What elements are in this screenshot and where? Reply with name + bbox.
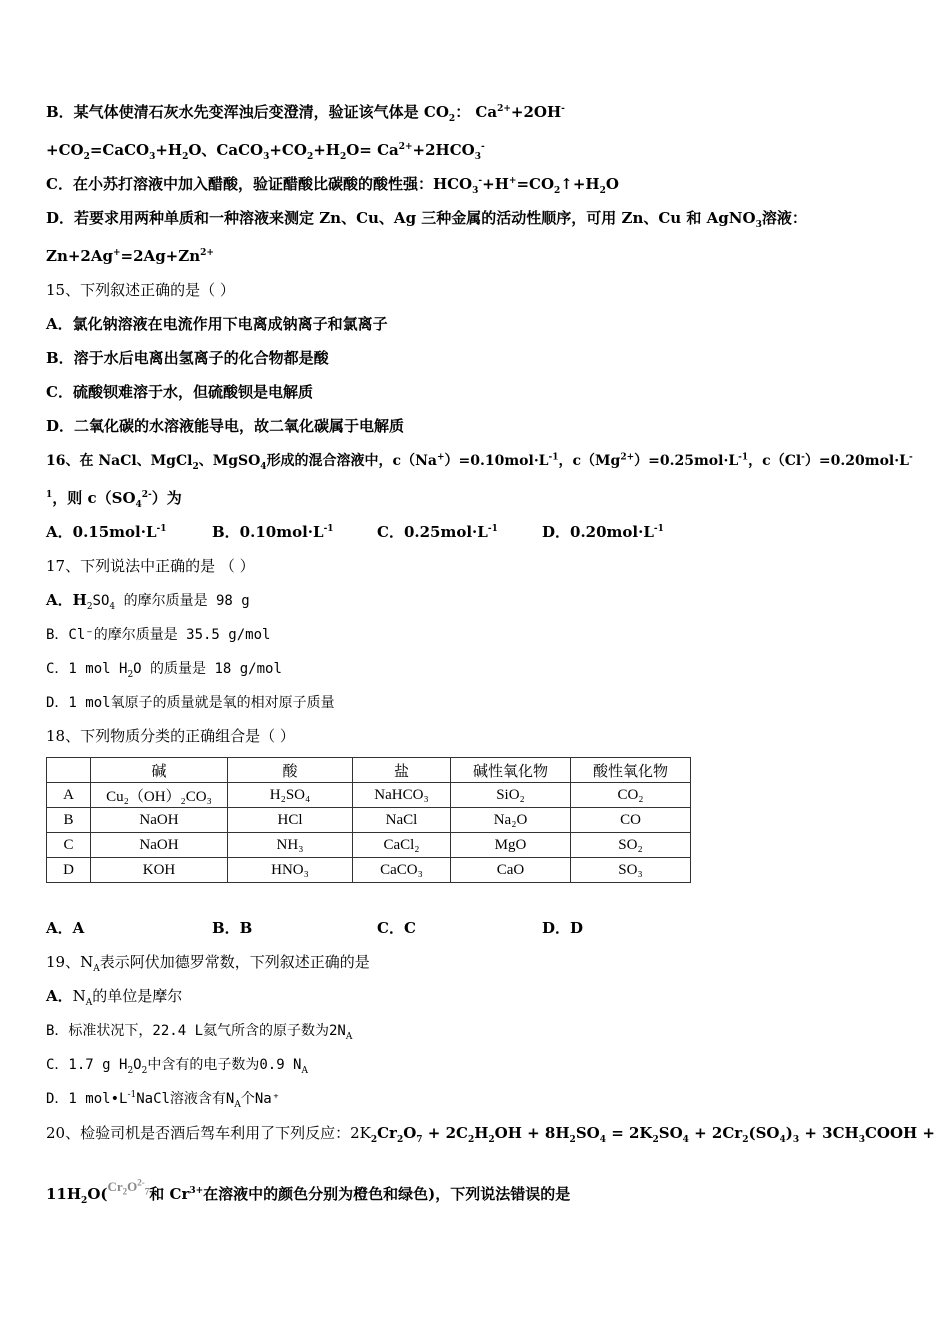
table-cell: CaO [451, 858, 571, 883]
q16-stem-line1: 16、在 NaCl、MgCl$_2$、MgSO$_4$形成的混合溶液中，$c(Na^+)=0.10mol\cdot L^{-1}$，$c(Mg^{2+})=0.25mol\cdot L^{-1}$，c（Cl-）=0.20mol·L- [46, 452, 913, 472]
table-row [47, 833, 691, 858]
table-cell: NaCl [353, 808, 451, 833]
table-cell: CaCl₂ [353, 833, 451, 858]
table-header-cell: 盐 [353, 758, 451, 783]
table-cell: KOH [91, 858, 228, 883]
q17-option-c: C．1 mol $H_2O$ 的质量是 18 g/mol [46, 661, 282, 680]
q16-option-d: D．$0.20mol\cdot L^{-1}$ [542, 523, 664, 541]
table-header-cell: 碱性氧化物 [451, 758, 571, 783]
q17-option-d: D．1 mol氧原子的质量就是氧的相对原子质量 [46, 695, 335, 711]
q20-stem-line2: $11H_2O(Cr_2O^{2-}_7$和 $Cr^{3+}$在溶液中的颜色分别为橙色和绿色)，下列说法错误的是 [46, 1177, 571, 1206]
q19-stem: 19、$N_A$表示阿伏加德罗常数，下列叙述正确的是 [46, 953, 370, 974]
q19-option-c: C．1.7 g $H_2O_2$中含有的电子数为0.9 $N_A$ [46, 1057, 308, 1076]
table-cell: B [47, 808, 91, 833]
table-row [47, 783, 691, 808]
table-cell: NH₃ [228, 833, 353, 858]
dichromate-formula: $Cr_2O^{2-}_7$ [107, 1177, 150, 1197]
table-cell: HCl [228, 808, 353, 833]
q14-option-b-line1: B．某气体使清石灰水先变浑浊后变澄清，验证该气体是 $CO_2$： $Ca^{2+}+2OH^-$ [46, 103, 565, 124]
table-cell: Cu₂（OH）₂CO₃ [91, 783, 228, 808]
q14-option-c: C．在小苏打溶液中加入醋酸，验证醋酸比碳酸的酸性强：$HCO_3^-+H^+=CO_2↑+H_2O$ [46, 175, 619, 196]
table-header-row [47, 758, 691, 783]
table-cell: CO₂ [571, 783, 691, 808]
q18-option-b: B．B [212, 919, 253, 937]
q15-option-a: A．氯化钠溶液在电流作用下电离成钠离子和氯离子 [46, 315, 388, 333]
table-row [47, 808, 691, 833]
q17-option-a: A．$H_2SO_4$ 的摩尔质量是 98 g [46, 591, 250, 612]
table-cell: NaOH [91, 833, 228, 858]
classification-table [46, 757, 691, 883]
q14-option-b-line2: $+CO_2=CaCO_3+H_2O$、$CaCO_3+CO_2+H_2O= Ca^{2+}+2HCO_3^-$ [46, 141, 485, 162]
q18-stem: 18、下列物质分类的正确组合是（ ） [46, 727, 295, 745]
q19-option-a: A．$N_A$的单位是摩尔 [46, 987, 183, 1008]
table-cell: SO₃ [571, 858, 691, 883]
q17-stem: 17、下列说法中正确的是 （ ） [46, 557, 255, 575]
table-cell: NaHCO₃ [353, 783, 451, 808]
table-cell: NaOH [91, 808, 228, 833]
table-cell: A [47, 783, 91, 808]
q18-option-c: C．C [377, 919, 416, 937]
table-header-cell: 酸性氧化物 [571, 758, 691, 783]
table-cell: CaCO₃ [353, 858, 451, 883]
q18-option-a: A．A [46, 919, 85, 937]
table-cell: C [47, 833, 91, 858]
q15-stem: 15、下列叙述正确的是（ ） [46, 281, 235, 299]
q15-option-b: B．溶于水后电离出氢离子的化合物都是酸 [46, 349, 329, 367]
table-cell: HNO₃ [228, 858, 353, 883]
q16-option-b: B．$0.10mol\cdot L^{-1}$ [212, 523, 334, 541]
q18-option-d: D．D [542, 919, 584, 937]
q20-stem-line1: 20、检验司机是否酒后驾车利用了下列反应：$2K_2Cr_2O_7 + 2C_2H_2OH + 8H_2SO_4 = 2K_2SO_4 + 2Cr_2(SO_4)_3$ + $3CH_3COOH$ + [46, 1124, 935, 1145]
table-cell: D [47, 858, 91, 883]
table-header-cell: 碱 [91, 758, 228, 783]
q19-option-b: B．标准状况下，22.4 L氦气所含的原子数为$2N_A$ [46, 1023, 353, 1042]
table-cell: CO [571, 808, 691, 833]
q14-option-d-line1: D．若要求用两种单质和一种溶液来测定 Zn、Cu、Ag 三种金属的活动性顺序，可用 Zn、Cu 和 AgNO$_3$溶液： [46, 209, 807, 230]
q16-stem-line2: $^1$，则 $c(SO_4^{2-})$为 [46, 489, 182, 510]
table-header-cell [47, 758, 91, 783]
q16-option-c: C．$0.25mol\cdot L^{-1}$ [377, 523, 498, 541]
table-cell: H₂SO₄ [228, 783, 353, 808]
q14-option-d-line2: $Zn+2Ag^+=2Ag+Zn^{2+}$ [46, 247, 214, 265]
table-cell: Na₂O [451, 808, 571, 833]
q15-option-c: C．硫酸钡难溶于水，但硫酸钡是电解质 [46, 383, 313, 401]
table-cell: SiO₂ [451, 783, 571, 808]
table-row [47, 858, 691, 883]
q17-option-b: B．Cl⁻的摩尔质量是 35.5 g/mol [46, 627, 271, 643]
q19-option-d: D．1 $mol•L^{-1}NaCl$溶液含有$N_A$个Na⁺ [46, 1090, 281, 1110]
q15-option-d: D．二氧化碳的水溶液能导电，故二氧化碳属于电解质 [46, 417, 405, 435]
q16-option-a: A．$0.15mol\cdot L^{-1}$ [46, 523, 167, 541]
table-header-cell: 酸 [228, 758, 353, 783]
table-cell: SO₂ [571, 833, 691, 858]
table-cell: MgO [451, 833, 571, 858]
